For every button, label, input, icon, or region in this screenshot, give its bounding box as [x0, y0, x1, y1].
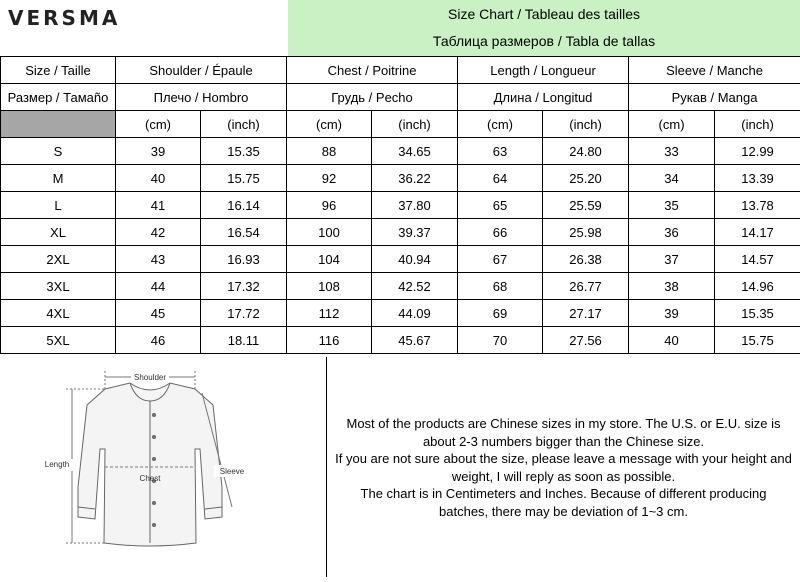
value-cell: 116: [287, 327, 372, 354]
value-cell: 67: [458, 246, 543, 273]
size-cell: 4XL: [1, 300, 116, 327]
value-cell: 25.59: [543, 192, 629, 219]
size-note: [327, 357, 800, 577]
value-cell: 17.72: [201, 300, 287, 327]
value-cell: 27.56: [543, 327, 629, 354]
value-cell: 39: [116, 138, 201, 165]
value-cell: 26.77: [543, 273, 629, 300]
value-cell: 100: [287, 219, 372, 246]
shoulder-header-alt: Плечо / Hombro: [116, 84, 287, 111]
title-line-2: Таблица размеров / Tabla de tallas: [288, 33, 800, 49]
size-header-1: Size / Taille: [1, 57, 116, 84]
unit-cm: (cm): [287, 111, 372, 138]
length-label: Length: [45, 460, 69, 469]
value-cell: 88: [287, 138, 372, 165]
shoulder-header: Shoulder / Épaule: [116, 57, 287, 84]
value-cell: 15.35: [201, 138, 287, 165]
value-cell: 45: [116, 300, 201, 327]
value-cell: 34.65: [372, 138, 458, 165]
value-cell: 42: [116, 219, 201, 246]
value-cell: 25.20: [543, 165, 629, 192]
note-line-1: Most of the products are Chinese sizes in my store. The U.S. or E.U. size is: [331, 415, 796, 433]
size-cell: M: [1, 165, 116, 192]
brand-logo: VERSMA: [8, 6, 120, 30]
value-cell: 16.93: [201, 246, 287, 273]
unit-inch: (inch): [201, 111, 287, 138]
value-cell: 45.67: [372, 327, 458, 354]
value-cell: 14.96: [715, 273, 800, 300]
value-cell: 104: [287, 246, 372, 273]
unit-inch: (inch): [543, 111, 629, 138]
grey-corner-cell: [1, 111, 116, 138]
note-line-2: about 2-3 numbers bigger than the Chinese size.: [331, 433, 796, 451]
value-cell: 14.17: [715, 219, 800, 246]
value-cell: 42.52: [372, 273, 458, 300]
size-header-2: Размер / Тамаño: [1, 84, 116, 111]
note-line-5: The chart is in Centimeters and Inches. Because of different producing: [331, 485, 796, 503]
value-cell: 64: [458, 165, 543, 192]
unit-cm: (cm): [629, 111, 715, 138]
size-cell: 3XL: [1, 273, 116, 300]
value-cell: 39: [629, 300, 715, 327]
length-header-alt: Длина / Longitud: [458, 84, 629, 111]
size-row: [1, 192, 800, 219]
value-cell: 16.14: [201, 192, 287, 219]
value-cell: 44: [116, 273, 201, 300]
size-row: [1, 246, 800, 273]
value-cell: 15.75: [715, 327, 800, 354]
value-cell: 92: [287, 165, 372, 192]
value-cell: 13.78: [715, 192, 800, 219]
unit-inch: (inch): [715, 111, 800, 138]
value-cell: 40.94: [372, 246, 458, 273]
header-row-2: [1, 84, 800, 111]
value-cell: 24.80: [543, 138, 629, 165]
sleeve-header: Sleeve / Manche: [629, 57, 800, 84]
value-cell: 13.39: [715, 165, 800, 192]
value-cell: 15.75: [201, 165, 287, 192]
size-cell: S: [1, 138, 116, 165]
value-cell: 65: [458, 192, 543, 219]
size-cell: 2XL: [1, 246, 116, 273]
value-cell: 33: [629, 138, 715, 165]
size-cell: XL: [1, 219, 116, 246]
length-header: Length / Longueur: [458, 57, 629, 84]
value-cell: 66: [458, 219, 543, 246]
shirt-measurement-diagram: [0, 357, 326, 577]
value-cell: 68: [458, 273, 543, 300]
value-cell: 44.09: [372, 300, 458, 327]
value-cell: 96: [287, 192, 372, 219]
note-line-6: batches, there may be deviation of 1~3 cm.: [331, 503, 796, 521]
title-line-1: Size Chart / Tableau des tailles: [288, 6, 800, 22]
unit-row: [1, 111, 800, 138]
size-chart-title: [288, 0, 800, 56]
value-cell: 38: [629, 273, 715, 300]
value-cell: 14.57: [715, 246, 800, 273]
value-cell: 70: [458, 327, 543, 354]
size-cell: L: [1, 192, 116, 219]
value-cell: 63: [458, 138, 543, 165]
size-row: [1, 327, 800, 354]
value-cell: 36: [629, 219, 715, 246]
shoulder-label: Shoulder: [134, 373, 166, 382]
size-table: [0, 56, 800, 354]
value-cell: 46: [116, 327, 201, 354]
value-cell: 15.35: [715, 300, 800, 327]
note-line-4: weight, I will reply as soon as possible.: [331, 468, 796, 486]
header-row-1: [1, 57, 800, 84]
value-cell: 39.37: [372, 219, 458, 246]
value-cell: 17.32: [201, 273, 287, 300]
value-cell: 112: [287, 300, 372, 327]
size-row: [1, 300, 800, 327]
value-cell: 37: [629, 246, 715, 273]
value-cell: 25.98: [543, 219, 629, 246]
size-row: [1, 165, 800, 192]
chest-header: Chest / Poitrine: [287, 57, 458, 84]
value-cell: 40: [116, 165, 201, 192]
value-cell: 34: [629, 165, 715, 192]
bottom-section: [0, 357, 800, 577]
value-cell: 108: [287, 273, 372, 300]
size-cell: 5XL: [1, 327, 116, 354]
size-row: [1, 138, 800, 165]
unit-cm: (cm): [458, 111, 543, 138]
value-cell: 18.11: [201, 327, 287, 354]
value-cell: 69: [458, 300, 543, 327]
unit-cm: (cm): [116, 111, 201, 138]
chest-header-alt: Грудь / Pecho: [287, 84, 458, 111]
value-cell: 12.99: [715, 138, 800, 165]
value-cell: 41: [116, 192, 201, 219]
unit-inch: (inch): [372, 111, 458, 138]
value-cell: 26.38: [543, 246, 629, 273]
value-cell: 27.17: [543, 300, 629, 327]
note-line-3: If you are not sure about the size, please leave a message with your height and: [331, 450, 796, 468]
value-cell: 43: [116, 246, 201, 273]
size-row: [1, 219, 800, 246]
logo-cell: [0, 0, 288, 56]
value-cell: 37.80: [372, 192, 458, 219]
value-cell: 40: [629, 327, 715, 354]
garment-diagram: [0, 357, 327, 577]
size-row: [1, 273, 800, 300]
sleeve-header-alt: Рукав / Manga: [629, 84, 800, 111]
sleeve-label: Sleeve: [220, 467, 245, 476]
value-cell: 35: [629, 192, 715, 219]
value-cell: 16.54: [201, 219, 287, 246]
value-cell: 36.22: [372, 165, 458, 192]
chest-label: Chest: [140, 474, 162, 483]
